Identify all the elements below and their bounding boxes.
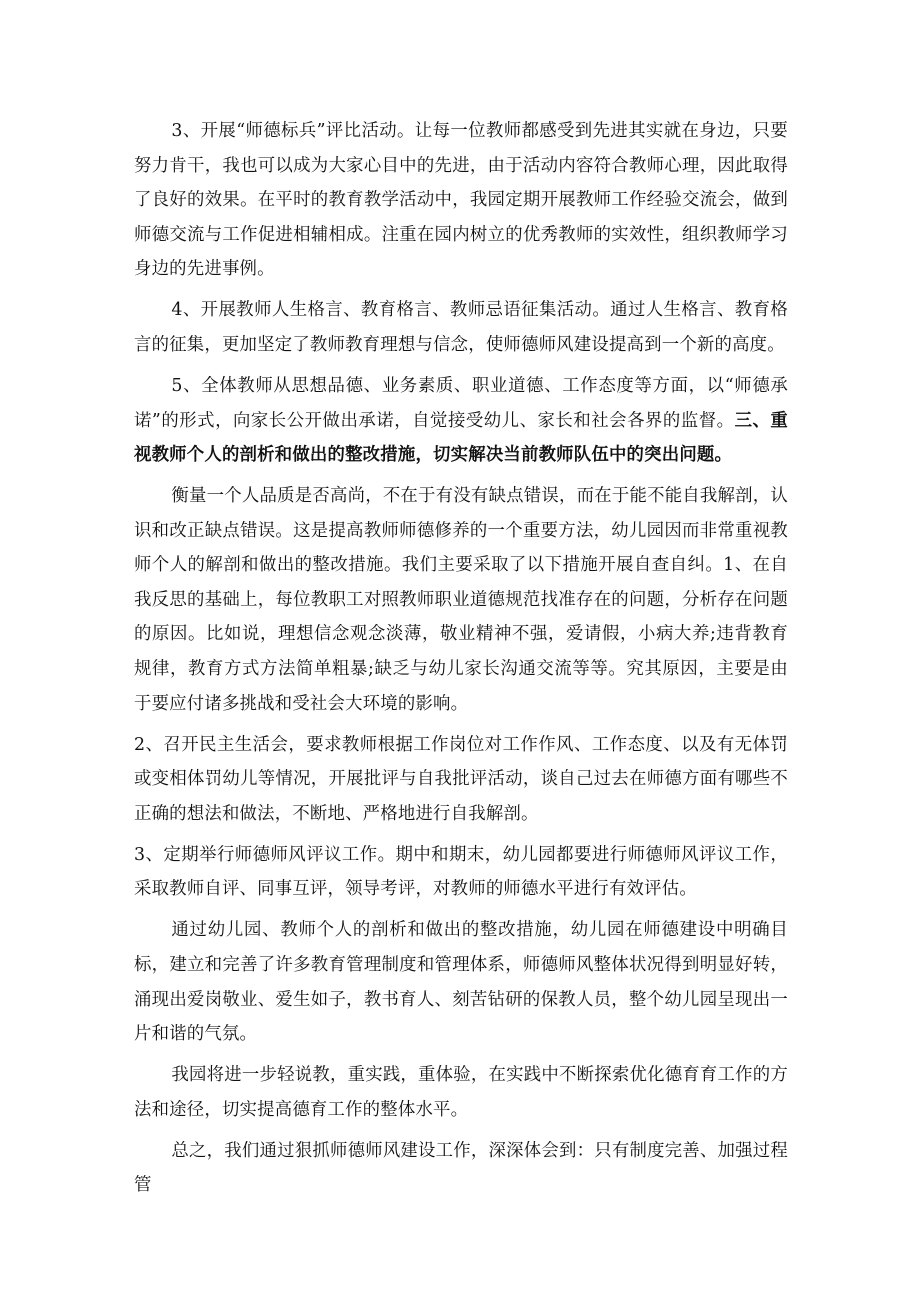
paragraph-democratic-meeting — [134, 728, 788, 832]
paragraph-text: 3、开展“师德标兵”评比活动。让每一位教师都感受到先进其实就在身边，只要努力肯干，我也可以成为大家心目中的先进，由于活动内容符合教师心理，因此取得了良好的效果。在平时的教育教学活动中，我园定期开展教师工作经验交流会，做到师德交流与工作促进相辅相成。注重在园内树立的优秀教师的实效性，组织教师学习身边的先进事例。 — [134, 121, 788, 280]
paragraph-text: 总之，我们通过狠抓师德师风建设工作，深深体会到：只有制度完善、加强过程管 — [134, 1140, 788, 1196]
paragraph-text: 3、定期举行师德师风评议工作。期中和期末，幼儿园都要进行师德师风评议工作，采取教师自评、同事互评，领导考评，对教师的师德水平进行有效评估。 — [134, 844, 788, 900]
paragraph-self-analysis — [134, 479, 788, 721]
paragraph-conclusion — [134, 1134, 788, 1203]
paragraph-results-summary — [134, 913, 788, 1051]
paragraph-text: 通过幼儿园、教师个人的剖析和做出的整改措施，幼儿园在师德建设中明确目标，建立和完善了许多教育管理制度和管理体系，师德师风整体状况得到明显好转，涌现出爱岗敬业、爱生如子，教书育人、刻苦钻研的保教人员，整个幼儿园呈现出一片和谐的气氛。 — [134, 920, 788, 1045]
document-body — [134, 114, 788, 1209]
paragraph-ethics-commitment — [134, 369, 788, 473]
paragraph-text: 5、全体教师从思想品德、业务素质、职业道德、工作态度等方面，以“师德承诺”的形式，向家长公开做出承诺，自觉接受幼儿、家长和社会各界的监督。 — [134, 375, 788, 431]
paragraph-future-plan — [134, 1058, 788, 1127]
paragraph-periodic-evaluation — [134, 838, 788, 907]
paragraph-text: 2、召开民主生活会，要求教师根据工作岗位对工作作风、工作态度、以及有无体罚或变相体罚幼儿等情况，开展批评与自我批评活动，谈自己过去在师德方面有哪些不正确的想法和做法，不断地、严格地进行自我解剖。 — [134, 734, 788, 824]
paragraph-text: 4、开展教师人生格言、教育格言、教师忌语征集活动。通过人生格言、教育格言的征集，更加坚定了教师教育理想与信念，使师德师风建设提高到一个新的高度。 — [134, 300, 788, 355]
paragraph-motto-collection — [134, 293, 788, 362]
section-heading-three: 三、重视教师个人的剖析和做出的整改措施，切实解决当前教师队伍中的突出问题。 — [134, 410, 788, 466]
paragraph-text: 衡量一个人品质是否高尚，不在于有没有缺点错误，而在于能不能自我解剖，认识和改正缺点错误。这是提高教师师德修养的一个重要方法，幼儿园因而非常重视教师个人的解剖和做出的整改措施。我们主要采取了以下措施开展自查自纠。1、在自我反思的基础上，每位教职工对照教师职业道德规范找准存在的问题，分析存在问题的原因。比如说，理想信念观念淡薄，敬业精神不强，爱请假，小病大养;违背教育规律，教育方式方法简单粗暴;缺乏与幼儿家长沟通交流等等。究其原因，主要是由于要应付诸多挑战和受社会大环境的影响。 — [134, 486, 788, 714]
paragraph-text: 我园将进一步轻说教，重实践，重体验，在实践中不断探索优化德育育工作的方法和途径，切实提高德育工作的整体水平。 — [134, 1065, 788, 1120]
paragraph-teacher-model-award — [134, 114, 788, 287]
